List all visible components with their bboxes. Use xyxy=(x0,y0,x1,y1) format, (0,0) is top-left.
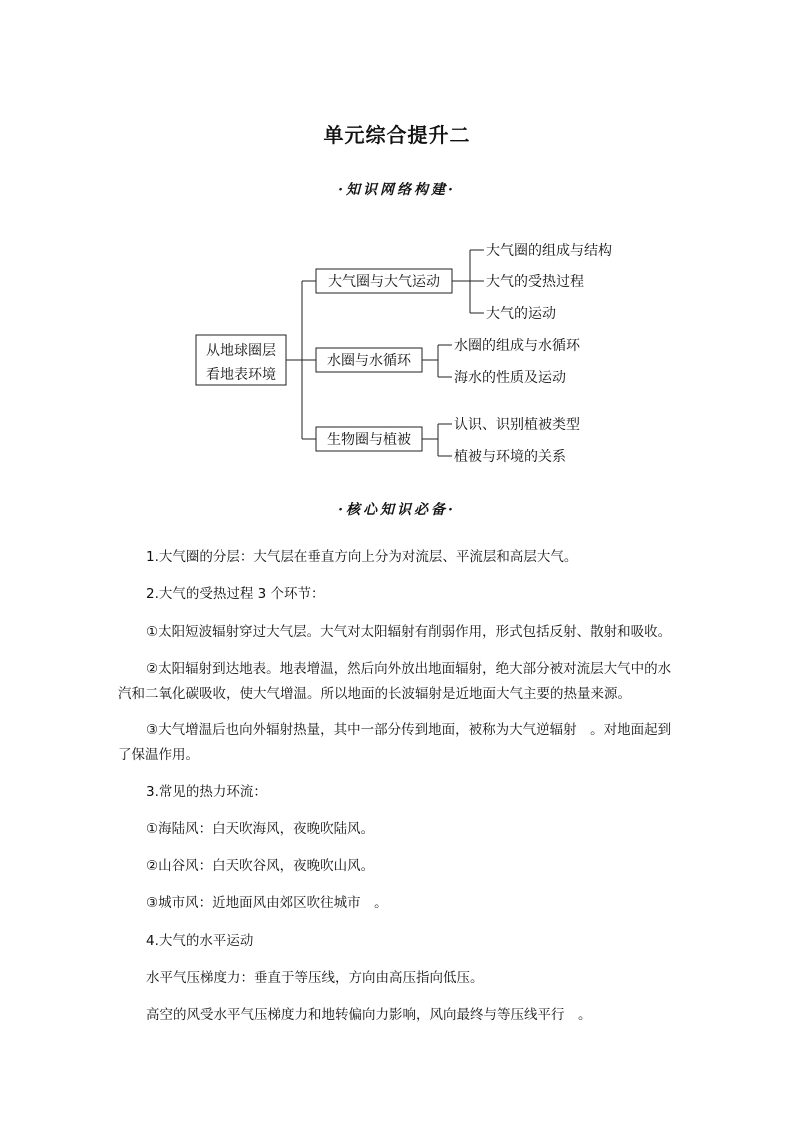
paragraph: 1.大气圈的分层：大气层在垂直方向上分为对流层、平流层和高层大气。 xyxy=(146,549,578,565)
paragraph: ②太阳辐射到达地表。地表增温，然后向外放出地面辐射，绝大部分被对流层大气中的水汽和二氧化碳吸收，使大气增温。所以地面的长波辐射是近地面大气主要的热量来源。 xyxy=(118,661,672,702)
mindmap-leaf: 大气的运动 xyxy=(486,306,556,322)
paragraph: 4.大气的水平运动 xyxy=(146,933,254,949)
mindmap-leaf: 大气的受热过程 xyxy=(486,274,584,290)
mindmap-leaf: 水圈的组成与水循环 xyxy=(454,338,580,354)
mindmap-branch-label: 大气圈与大气运动 xyxy=(328,274,440,290)
mindmap-root-connectors xyxy=(286,281,316,439)
paragraph: 2.大气的受热过程 3 个环节： xyxy=(146,586,325,602)
mindmap-root-node xyxy=(196,335,286,385)
mindmap-branch-biosphere xyxy=(316,427,422,451)
mindmap-branch-atmosphere xyxy=(316,269,452,293)
section-heading-knowledge-network: ·知识网络构建· xyxy=(338,182,456,198)
section-heading-core-knowledge: ·核心知识必备· xyxy=(338,502,456,518)
mindmap-branch-atmosphere-connectors xyxy=(452,250,484,313)
page-title: 单元综合提升二 xyxy=(323,123,471,147)
mindmap-root-line2: 看地表环境 xyxy=(206,367,276,383)
paragraph: ②山谷风：白天吹谷风，夜晚吹山风。 xyxy=(146,858,375,874)
paragraph: 水平气压梯度力：垂直于等压线，方向由高压指向低压。 xyxy=(146,970,484,986)
mindmap-branch-label: 生物圈与植被 xyxy=(327,432,411,448)
paragraph: 高空的风受水平气压梯度力和地转偏向力影响，风向最终与等压线平行 。 xyxy=(146,1007,592,1023)
mindmap-leaf: 海水的性质及运动 xyxy=(454,370,566,386)
mindmap-branch-biosphere-connectors xyxy=(422,424,452,456)
mindmap-leaf: 大气圈的组成与结构 xyxy=(486,243,612,259)
paragraph: ①海陆风：白天吹海风，夜晚吹陆风。 xyxy=(146,821,375,837)
mindmap-branch-hydrosphere xyxy=(316,348,422,372)
paragraph: ③大气增温后也向外辐射热量，其中一部分传到地面，被称为大气逆辐射 。对地面起到了保温作用。 xyxy=(118,722,672,763)
mindmap-leaf: 认识、识别植被类型 xyxy=(454,417,580,433)
paragraph: ①太阳短波辐射穿过大气层。大气对太阳辐射有削弱作用，形式包括反射、散射和吸收。 xyxy=(146,624,672,640)
mindmap-branch-label: 水圈与水循环 xyxy=(327,353,411,369)
mindmap-root-line1: 从地球圈层 xyxy=(206,343,276,359)
mindmap-branch-hydrosphere-connectors xyxy=(422,345,452,377)
mindmap-leaf: 植被与环境的关系 xyxy=(454,449,566,465)
paragraph: ③城市风：近地面风由郊区吹往城市 。 xyxy=(146,895,388,911)
paragraph: 3.常见的热力环流： xyxy=(146,784,267,800)
